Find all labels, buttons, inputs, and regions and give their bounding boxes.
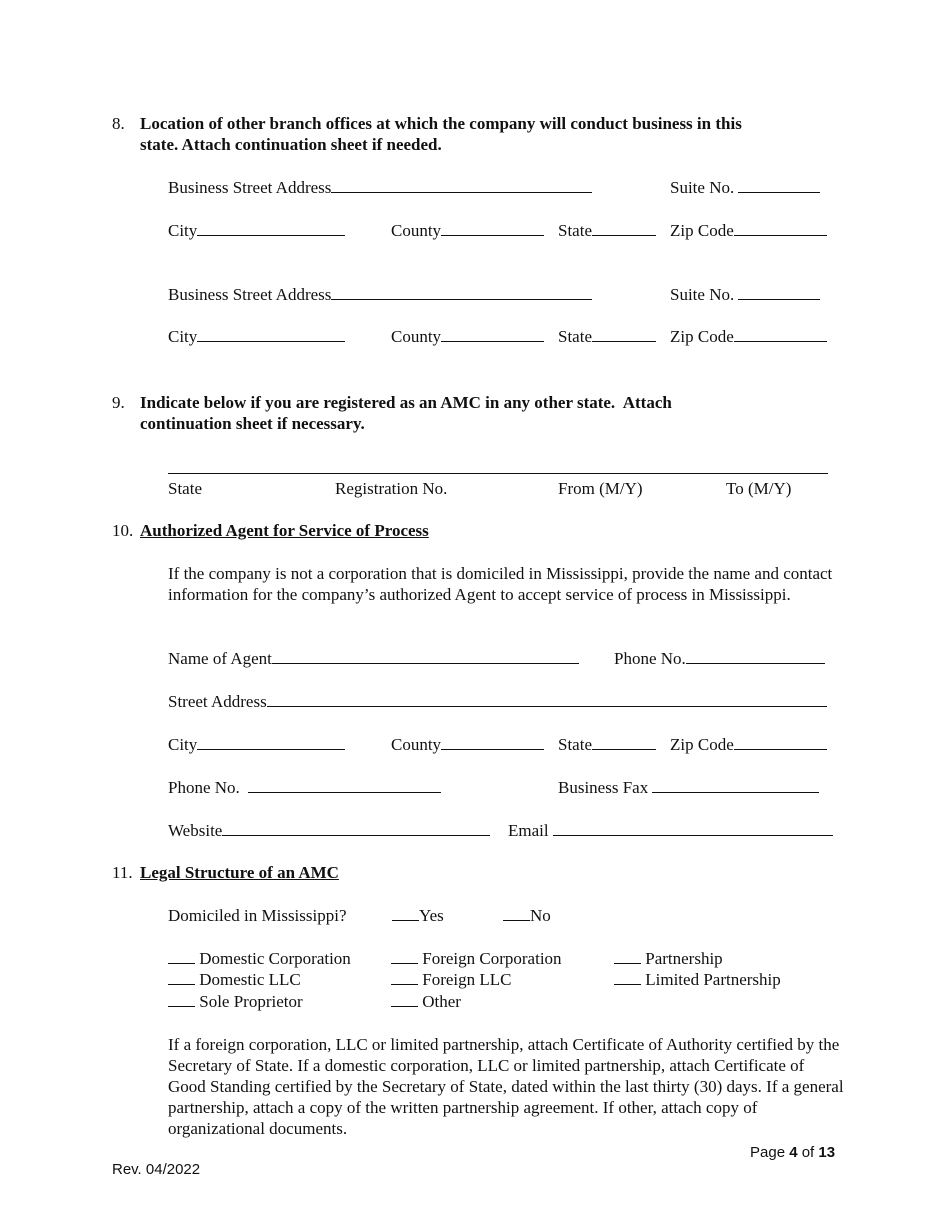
agent-name-label: Name of Agent — [168, 649, 272, 668]
option-sole-proprietor[interactable] — [168, 991, 303, 1012]
section-11-title: Legal Structure of an AMC — [140, 863, 339, 882]
agent-street-field[interactable] — [168, 691, 827, 712]
state-label: State — [558, 735, 592, 754]
agent-state-field[interactable] — [558, 734, 656, 755]
branch1-street-field[interactable] — [168, 177, 592, 198]
suite-label: Suite No. — [670, 285, 735, 304]
agent-city-field[interactable] — [168, 734, 345, 755]
agent-phone2-field[interactable] — [168, 777, 441, 798]
yes-label: Yes — [419, 906, 444, 925]
section-9-title-line1: Indicate below if you are registered as an AMC in any other state. Attach — [140, 393, 672, 412]
page-prefix: Page — [750, 1144, 790, 1161]
agent-phone-field[interactable] — [614, 648, 825, 669]
option-other[interactable] — [391, 991, 461, 1012]
section-8-title-line1: Location of other branch offices at which the company will conduct business in this — [140, 114, 742, 133]
branch1-city-field[interactable] — [168, 220, 345, 241]
agent-zip-field[interactable] — [670, 734, 827, 755]
website-field[interactable] — [168, 820, 490, 841]
fax-label: Business Fax — [558, 778, 649, 797]
option-domestic-llc[interactable] — [168, 969, 301, 990]
option-partnership[interactable] — [614, 948, 723, 969]
option-label: Sole Proprietor — [199, 992, 303, 1011]
branch2-street-field[interactable] — [168, 284, 592, 305]
option-label: Limited Partnership — [645, 970, 781, 989]
email-label: Email — [508, 821, 549, 840]
city-label: City — [168, 327, 198, 346]
street-label: Street Address — [168, 692, 267, 711]
option-foreign-corporation[interactable] — [391, 948, 562, 969]
agent-name-field[interactable] — [168, 648, 579, 669]
page-current: 4 — [789, 1144, 798, 1161]
option-label: Other — [422, 992, 461, 1011]
section-11-number: 11. — [112, 863, 133, 882]
column-to: To (M/Y) — [726, 479, 792, 498]
page-total: 13 — [818, 1144, 836, 1161]
phone2-label: Phone No. — [168, 778, 240, 797]
section-11-paragraph: If a foreign corporation, LLC or limited partnership, attach Certificate of Authority certified by the Secretary of State. If a domestic corporation, LLC or limited partnership, attach Certificate of Good Standing certified by the Secretary of State, dated within the last thirty (30) days. If a general partnership, attach a copy of the written partnership agreement. If other, attach copy of organizational documents. — [168, 1035, 844, 1138]
section-8-number: 8. — [112, 114, 125, 133]
section-10-title: Authorized Agent for Service of Process — [140, 521, 429, 540]
page-number — [750, 1142, 835, 1163]
column-from: From (M/Y) — [558, 479, 643, 498]
city-label: City — [168, 735, 198, 754]
column-registration-no: Registration No. — [335, 479, 448, 498]
option-label: Domestic Corporation — [199, 949, 351, 968]
street-label: Business Street Address — [168, 178, 332, 197]
no-label: No — [530, 906, 551, 925]
branch1-zip-field[interactable] — [670, 220, 827, 241]
column-state: State — [168, 479, 202, 498]
registration-entry-line[interactable] — [168, 473, 828, 474]
email-field[interactable] — [508, 820, 833, 841]
branch2-suite-field[interactable] — [670, 284, 820, 305]
page-of: of — [797, 1144, 819, 1161]
agent-county-field[interactable] — [391, 734, 544, 755]
section-9-number: 9. — [112, 393, 125, 412]
zip-label: Zip Code — [670, 327, 734, 346]
city-label: City — [168, 221, 198, 240]
branch1-county-field[interactable] — [391, 220, 544, 241]
section-8-title-line2: state. Attach continuation sheet if needed. — [140, 135, 442, 154]
branch2-zip-field[interactable] — [670, 326, 827, 347]
revision-date: Rev. 04/2022 — [112, 1161, 201, 1178]
branch1-state-field[interactable] — [558, 220, 656, 241]
branch2-county-field[interactable] — [391, 326, 544, 347]
option-label: Partnership — [645, 949, 723, 968]
section-10-paragraph: If the company is not a corporation that is domiciled in Mississippi, provide the name and contact information for the company’s authorized Agent to accept service of process in Mississippi. — [168, 564, 833, 604]
branch2-city-field[interactable] — [168, 326, 345, 347]
option-foreign-llc[interactable] — [391, 969, 512, 990]
county-label: County — [391, 735, 442, 754]
business-fax-field[interactable] — [558, 777, 819, 798]
option-domestic-corporation[interactable] — [168, 948, 351, 969]
domiciled-label: Domiciled in Mississippi? — [168, 906, 347, 925]
phone-label: Phone No. — [614, 649, 686, 668]
domiciled-yes-option[interactable] — [392, 905, 444, 926]
website-label: Website — [168, 821, 223, 840]
zip-label: Zip Code — [670, 735, 734, 754]
suite-label: Suite No. — [670, 178, 735, 197]
county-label: County — [391, 221, 442, 240]
option-label: Foreign LLC — [422, 970, 512, 989]
branch2-state-field[interactable] — [558, 326, 656, 347]
section-10-number: 10. — [112, 521, 134, 540]
county-label: County — [391, 327, 442, 346]
state-label: State — [558, 221, 592, 240]
branch1-suite-field[interactable] — [670, 177, 820, 198]
option-limited-partnership[interactable] — [614, 969, 781, 990]
section-9-title-line2: continuation sheet if necessary. — [140, 414, 365, 433]
option-label: Foreign Corporation — [422, 949, 562, 968]
option-label: Domestic LLC — [199, 970, 301, 989]
street-label: Business Street Address — [168, 285, 332, 304]
zip-label: Zip Code — [670, 221, 734, 240]
state-label: State — [558, 327, 592, 346]
domiciled-no-option[interactable] — [503, 905, 551, 926]
